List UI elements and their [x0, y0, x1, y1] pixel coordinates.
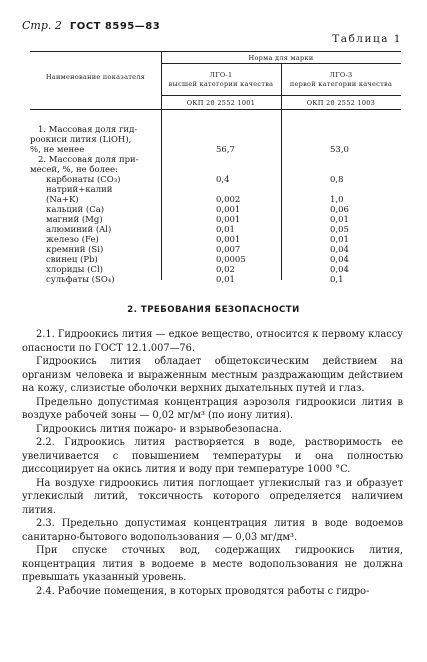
row-label: 2. Массовая доля при-	[38, 155, 139, 165]
row-label: свинец (Pb)	[46, 255, 98, 265]
page-number: Стр. 2	[22, 19, 62, 32]
paragraph: 2.2. Гидроокись лития растворяется в воде, растворимость ее увеличивается с повышением температуры и она полностью диссоциирует на окись лития и воду при температуре 1000 °C.	[22, 437, 403, 475]
paragraph: Предельно допустимая концентрация аэрозоля гидроокиси лития в воздухе рабочей зоны — 0,02 мг/м³ (по иону лития).	[22, 396, 403, 421]
table-caption: Таблица 1	[332, 33, 402, 45]
row-value-grade-1: 56,7	[216, 145, 235, 155]
row-value-grade-2: 1,0	[330, 195, 344, 205]
section-title: 2. ТРЕБОВАНИЯ БЕЗОПАСНОСТИ	[127, 305, 300, 315]
paragraph: 2.4. Рабочие помещения, в которых проводятся работы с гидро-	[36, 585, 370, 597]
paragraph: 2.1. Гидроокись лития — едкое вещество, относится к первому классу опасности по ГОСТ 12.1.007—76.	[22, 329, 403, 354]
row-value-grade-2: 0,04	[330, 255, 349, 265]
section-body	[22, 328, 403, 598]
paragraph: На воздухе гидроокись лития поглощает углекислый газ и образует углекислый литий, токсичность которого определяется наличием лития.	[22, 477, 403, 516]
header-bottom-rule	[30, 109, 401, 110]
row-value-grade-2: 0,04	[330, 245, 349, 255]
grade-1-okp: ОКП 20 2552 1001	[186, 99, 256, 107]
row-value-grade-2: 53,0	[330, 145, 349, 155]
row-value-grade-2: 0,05	[330, 225, 349, 235]
paragraph: Гидроокись лития обладает общетоксическим действием на организм человека и выраженным местным раздражающим действием на кожу, слизистые оболочки верхних дыхательных путей и глаз.	[22, 356, 403, 394]
paragraph: При спуске сточных вод, содержащих гидроокись лития, концентрация лития в водоеме в месте водопользования не должна превышать указанный уровень.	[22, 545, 403, 583]
row-value-grade-1: 0,01	[216, 275, 235, 285]
header-norm: Норма для марки	[248, 54, 314, 62]
paragraph: 2.3. Предельно допустимая концентрация лития в воде водоемов санитарно-бытового водопользования — 0,03 мг/дм³.	[22, 518, 403, 543]
row-label: железо (Fe)	[46, 235, 99, 245]
row-value-grade-1: 0,007	[216, 245, 241, 255]
row-value-grade-2: 0,04	[330, 265, 349, 275]
row-label: %, не менее	[30, 145, 85, 155]
row-label: карбонаты (CO₃)	[46, 175, 121, 185]
grade-1-category: высшей категории качества	[168, 80, 274, 88]
grade-2-okp: ОКП 20 2552 1003	[306, 99, 376, 107]
row-value-grade-1: 0,0005	[216, 255, 246, 265]
row-label: (Na+K)	[46, 195, 79, 205]
standard-number: ГОСТ 8595—83	[69, 21, 161, 32]
table-divider-2	[281, 63, 282, 280]
row-value-grade-1: 0,01	[216, 225, 235, 235]
row-label: кальций (Ca)	[46, 205, 105, 215]
grade-2-name: ЛГО-3	[329, 71, 353, 79]
row-label: натрий+калий	[46, 185, 113, 195]
row-value-grade-1: 0,02	[216, 265, 235, 275]
running-header	[22, 19, 160, 32]
grade-1-name: ЛГО-1	[209, 71, 233, 79]
row-label: роокиси лития (LiOH),	[30, 135, 132, 145]
header-indicator: Наименование показателя	[45, 73, 146, 81]
row-value-grade-2: 0,06	[330, 205, 349, 215]
row-value-grade-2: 0,01	[330, 235, 349, 245]
row-value-grade-1: 0,4	[216, 175, 230, 185]
row-value-grade-2: 0,8	[330, 175, 344, 185]
row-value-grade-1: 0,001	[216, 205, 241, 215]
paragraph: Гидроокись лития пожаро- и взрывобезопасна.	[36, 423, 282, 435]
row-value-grade-2: 0,01	[330, 215, 349, 225]
table-top-rule	[30, 51, 401, 52]
row-label: месей, %, не более:	[30, 165, 118, 175]
row-label: 1. Массовая доля гид-	[38, 125, 138, 135]
row-value-grade-1: 0,001	[216, 235, 241, 245]
row-label: хлориды (Cl)	[46, 265, 103, 275]
grade-2-category: первой категории качества	[289, 80, 393, 88]
row-label: алюминий (Al)	[46, 225, 112, 235]
row-label: магний (Mg)	[46, 215, 103, 225]
row-value-grade-1: 0,002	[216, 195, 241, 205]
row-label: кремний (Si)	[46, 245, 104, 255]
row-label: сульфаты (SO₄)	[46, 275, 115, 285]
row-value-grade-2: 0,1	[330, 275, 344, 285]
row-value-grade-1: 0,001	[216, 215, 241, 225]
properties-table	[30, 51, 401, 285]
